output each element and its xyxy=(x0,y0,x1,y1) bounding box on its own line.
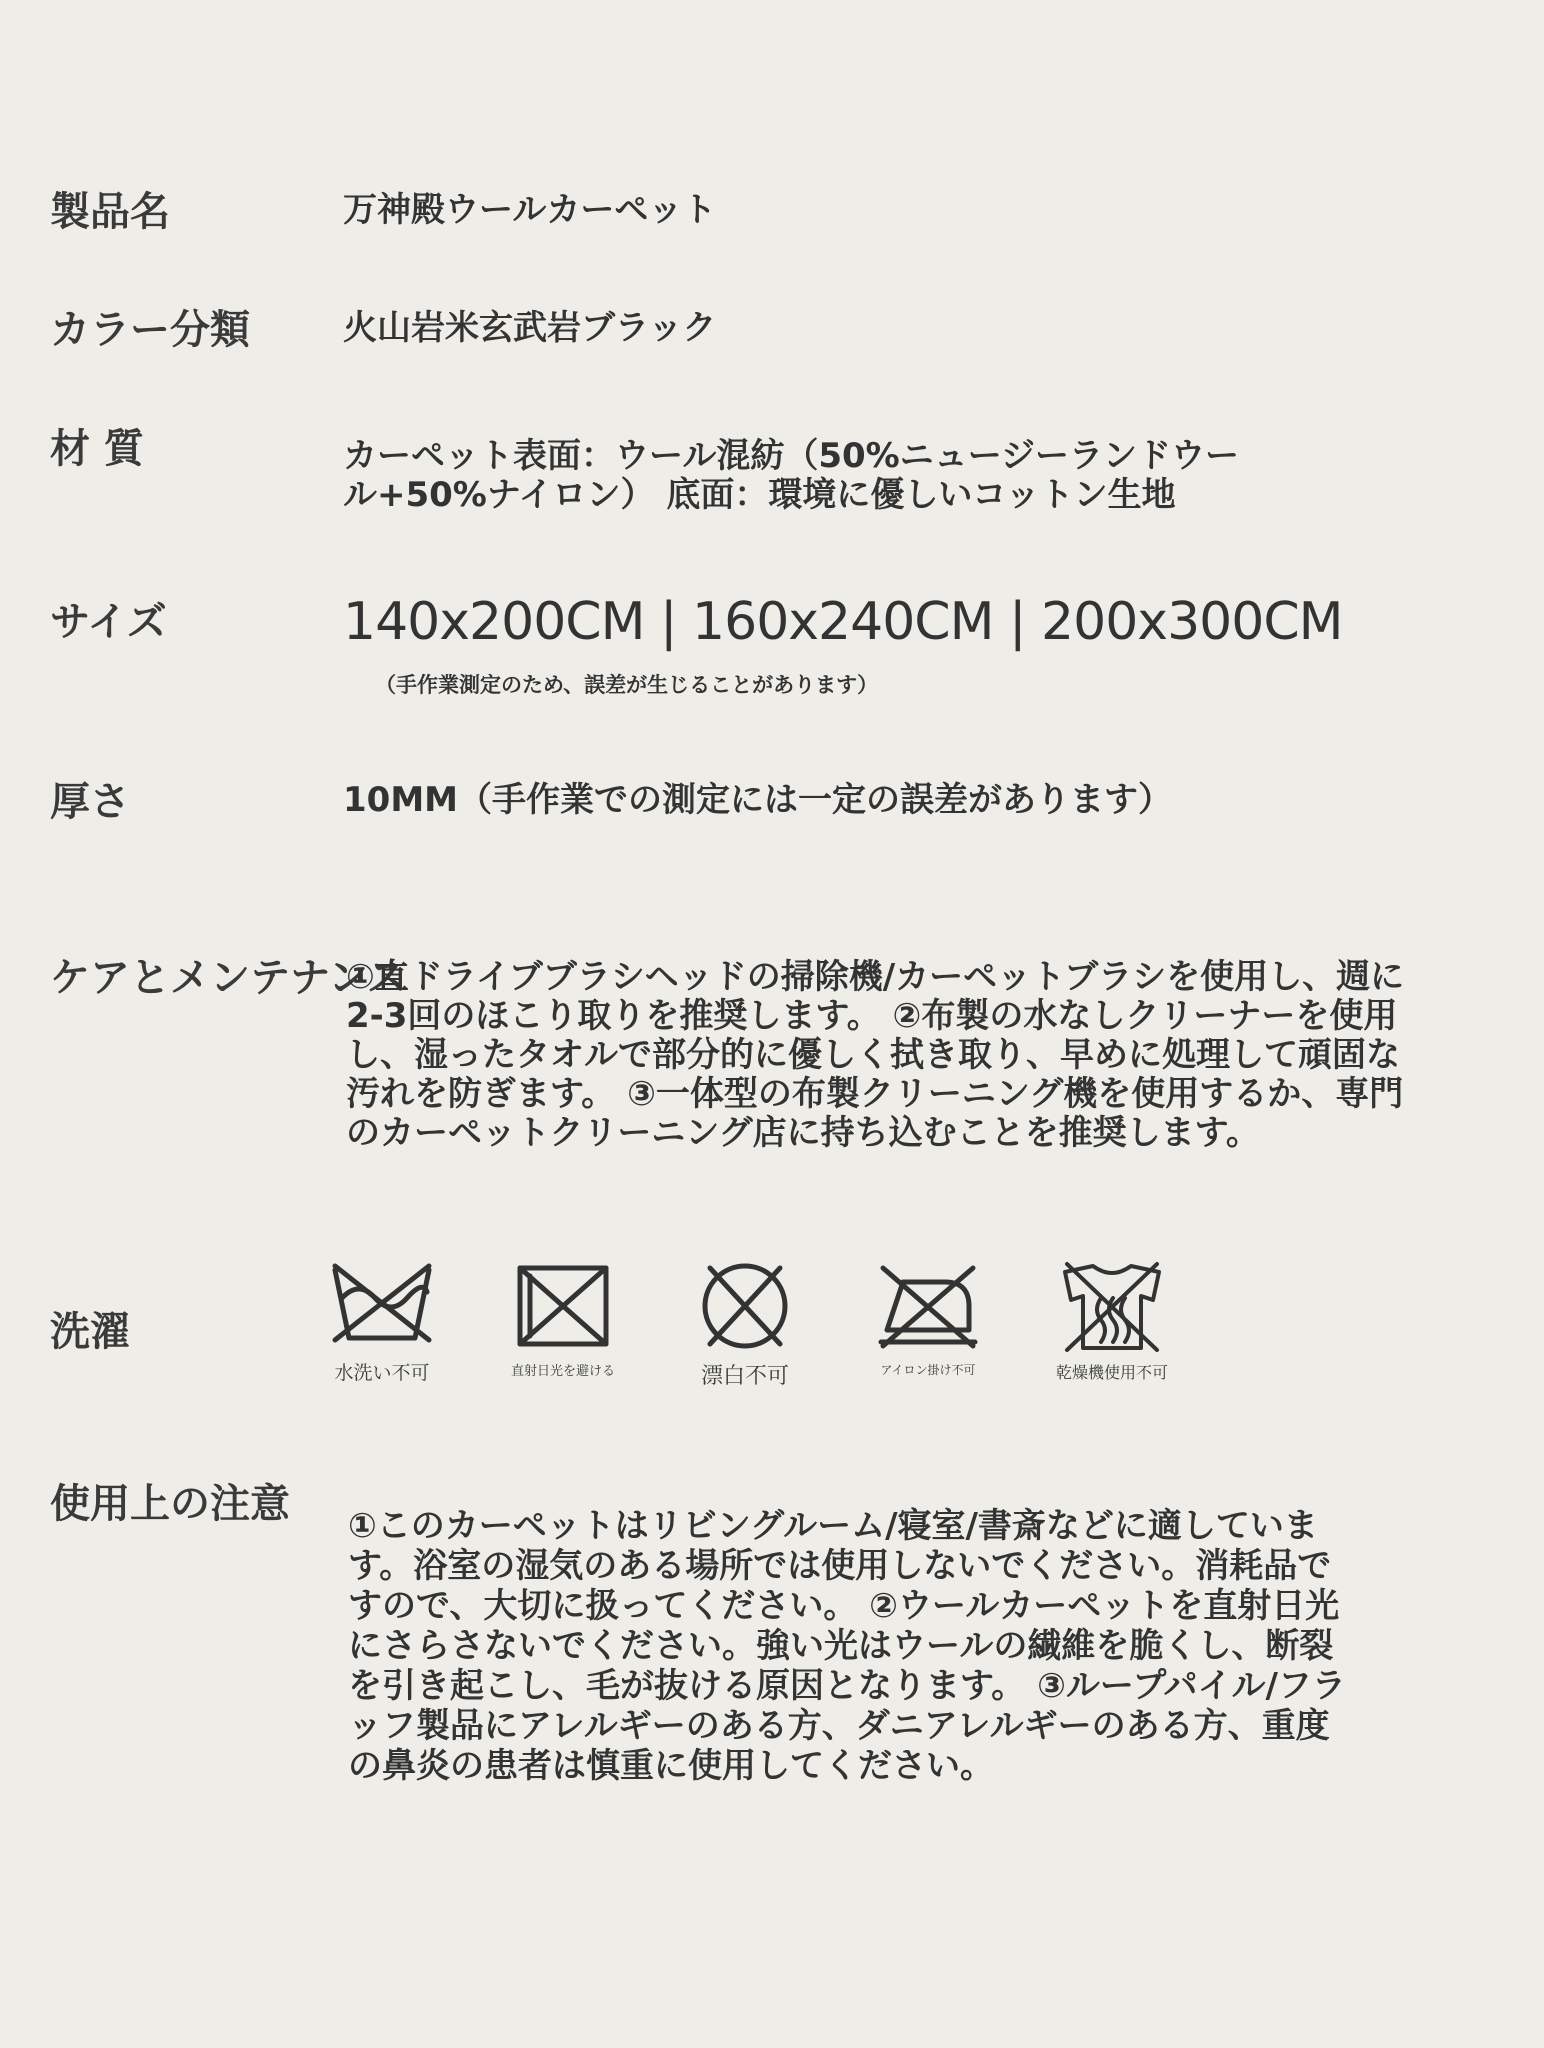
size-note: （手作業測定のため、誤差が生じることがあります） xyxy=(375,673,879,697)
material-value: カーペット表面：ウール混紡（50%ニュージーランドウール+50%ナイロン） 底面：環境に優しいコットン生地 xyxy=(343,436,1240,515)
no-iron-label: アイロン掛け不可 xyxy=(880,1363,976,1377)
thickness-label: 厚さ xyxy=(50,779,130,825)
care-value: ①直ドライブブラシヘッドの掃除機/カーペットブラシを使用し、週に2-3回のほこり取りを推奨します。 ②布製の水なしクリーナーを使用し、湿ったタオルで部分的に優しく拭き取り、早めに処理して頑固な汚れを防ぎます。 ③一体型の布製クリーニング機を使用するか、専門のカーペットクリーニング店に持ち込むことを推奨します。 xyxy=(346,957,1405,1153)
no-wash-icon xyxy=(327,1258,437,1358)
no-tumble-dry-icon xyxy=(1057,1258,1167,1358)
no-iron-icon xyxy=(873,1258,983,1358)
no-bleach-label: 漂白不可 xyxy=(700,1364,789,1389)
size-value: 140x200CM | 160x240CM | 200x300CM xyxy=(343,592,1343,652)
color-value: 火山岩米玄武岩ブラック xyxy=(343,308,717,348)
no-direct-sunlight-label: 直射日光を避ける xyxy=(510,1364,615,1379)
caution-label: 使用上の注意 xyxy=(50,1481,290,1527)
product-name-value: 万神殿ウールカーペット xyxy=(343,190,717,230)
no-wash-label: 水洗い不可 xyxy=(334,1362,430,1384)
no-tumble-dry-label: 乾燥機使用不可 xyxy=(1055,1363,1168,1382)
material-label: 材 質 xyxy=(50,426,144,472)
no-bleach-icon xyxy=(690,1258,800,1358)
color-label: カラー分類 xyxy=(50,307,250,353)
no-direct-sunlight-icon xyxy=(508,1258,618,1358)
caution-value: ①このカーペットはリビングルーム/寝室/書斎などに適しています。浴室の湿気のある場所では使用しないでください。消耗品ですので、大切に扱ってください。 ②ウールカーペットを直射日光にさらさないでください。強い光はウールの繊維を脆くし、断裂を引き起こし、毛が抜ける原因となります。 ③ループパイル/フラッフ製品にアレルギーのある方、ダニアレルギーのある方、重度の鼻炎の患者は慎重に使用してください。 xyxy=(348,1506,1346,1786)
thickness-value: 10MM（手作業での測定には一定の誤差があります） xyxy=(343,780,1172,820)
product-name-label: 製品名 xyxy=(50,189,170,235)
care-label: ケアとメンテナンス xyxy=(50,955,407,1001)
size-label: サイズ xyxy=(50,599,167,645)
washing-label: 洗濯 xyxy=(50,1309,130,1355)
